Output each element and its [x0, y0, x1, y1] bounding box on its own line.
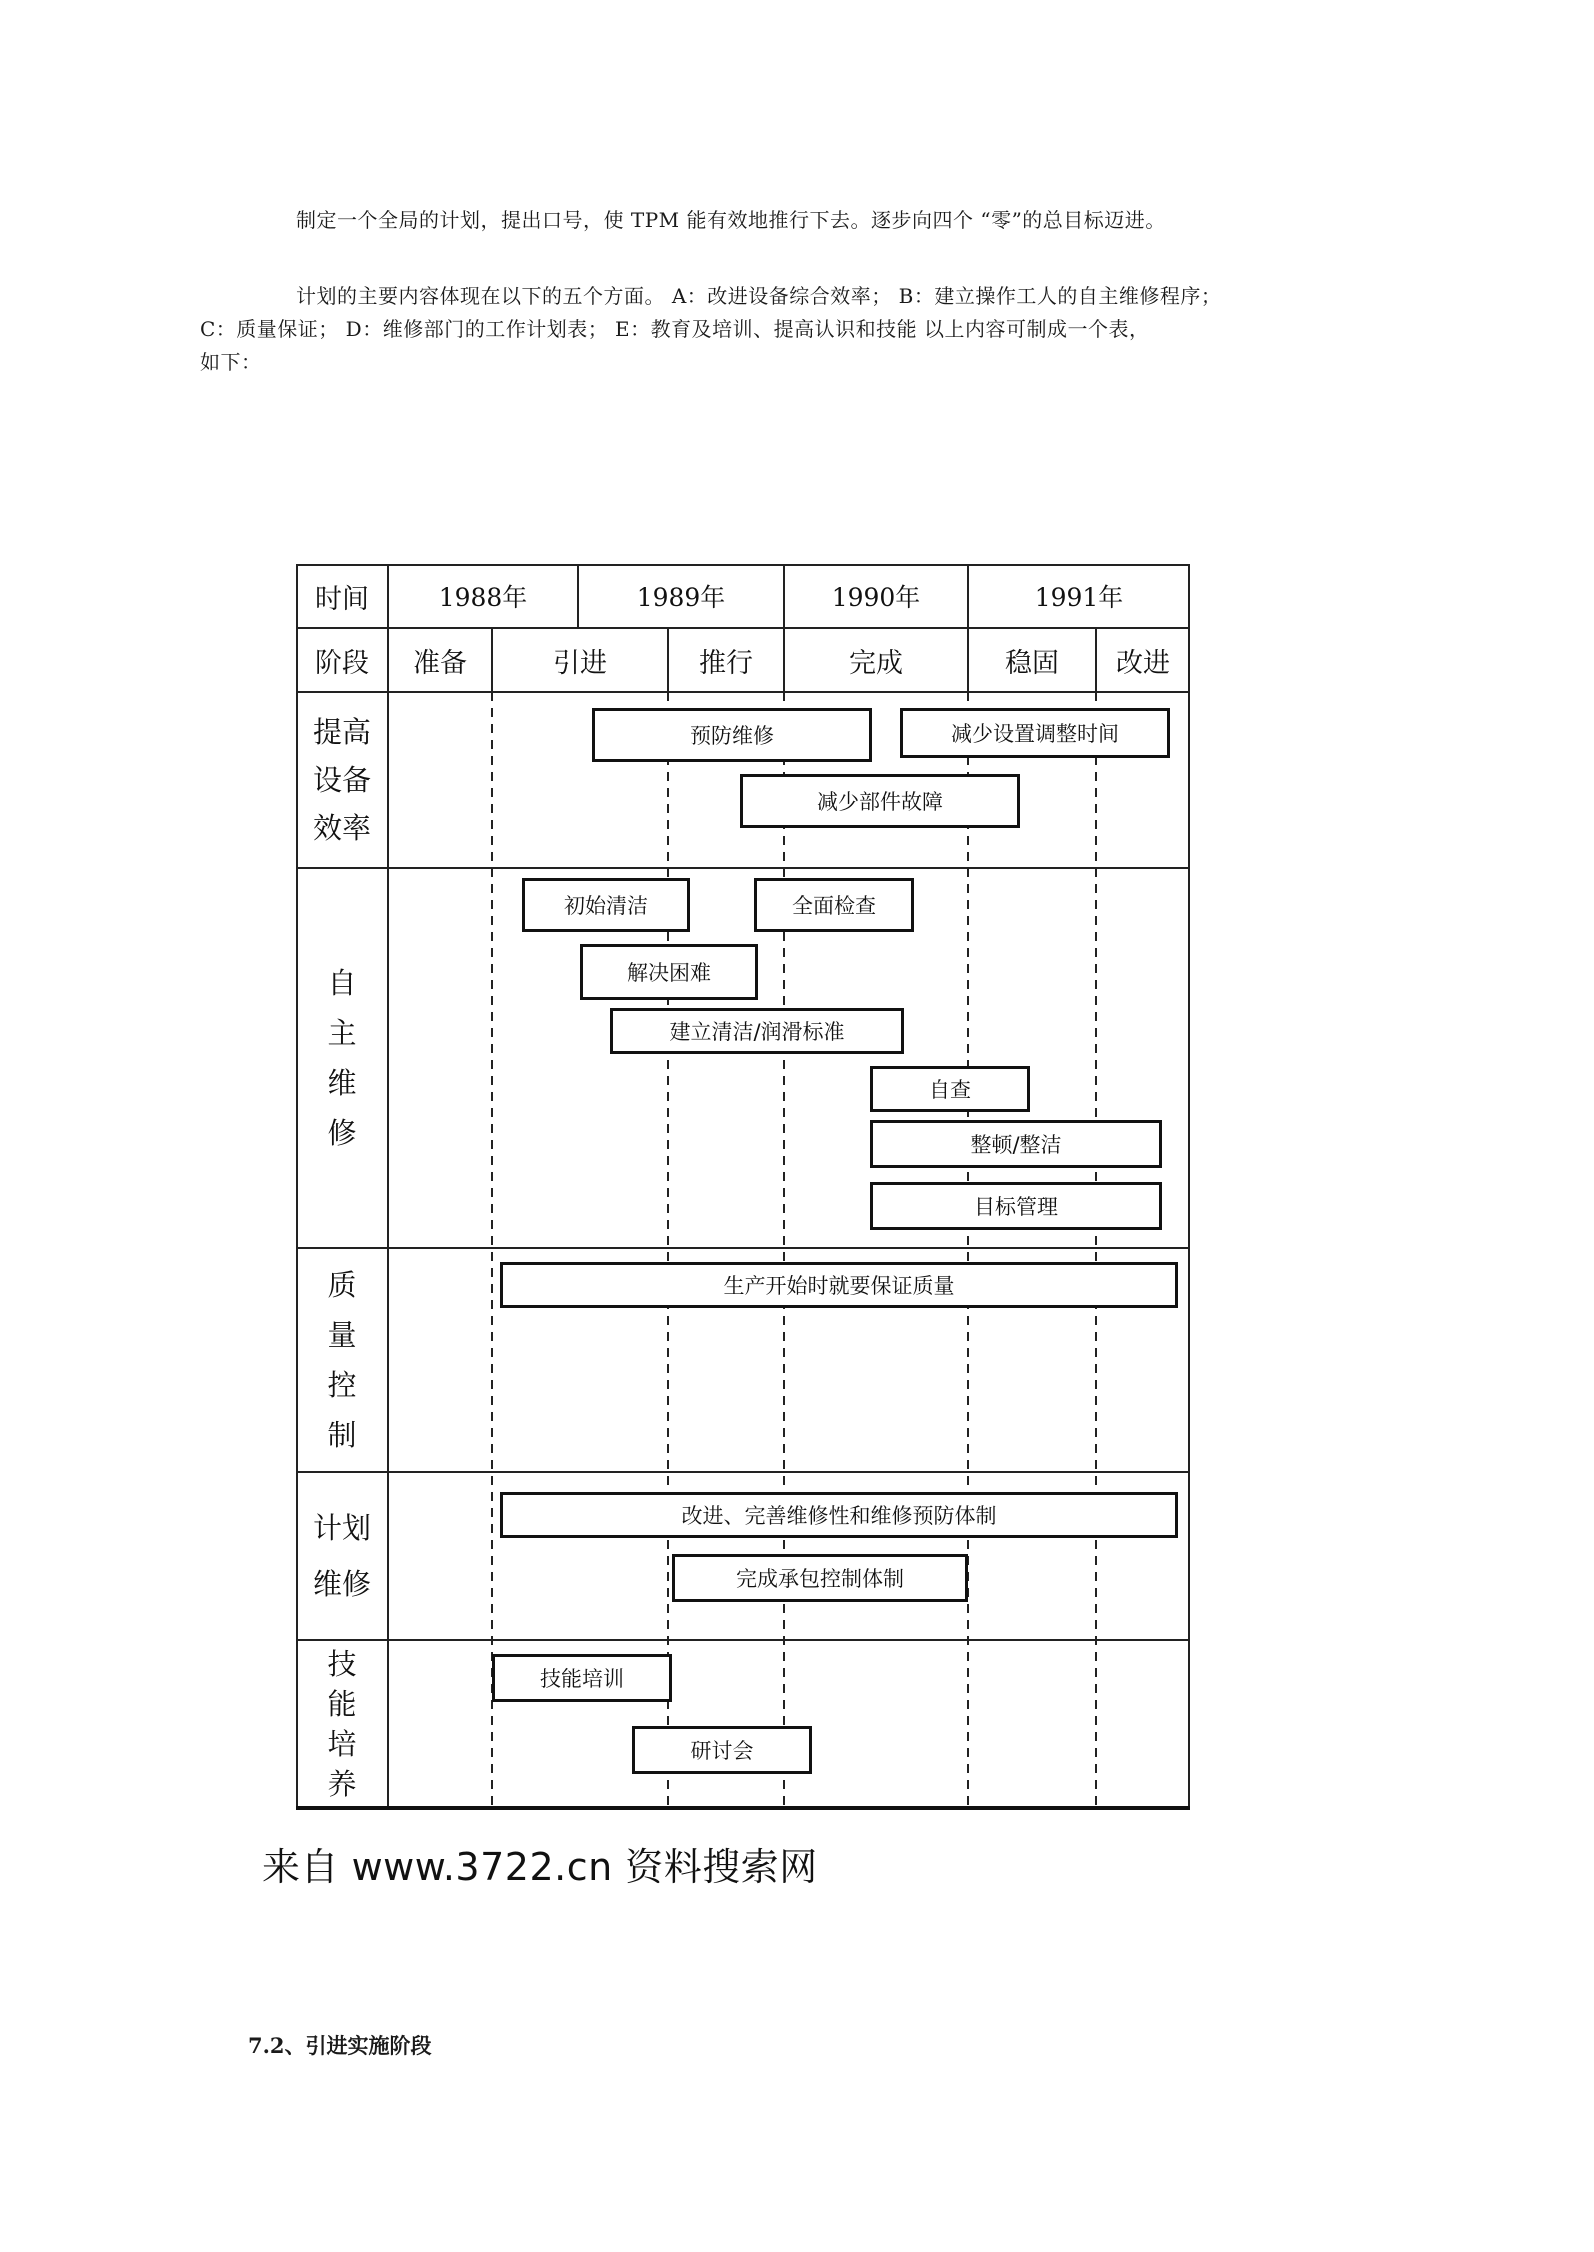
bar-seminar: 研讨会 [632, 1726, 812, 1774]
row-label-text: 自主维修 [327, 966, 357, 1150]
row-label-skill-development [296, 1640, 388, 1808]
bar-reduce-part-failure: 减少部件故障 [740, 774, 1020, 828]
intro-paragraph-1: 制定一个全局的计划，提出口号，使 TPM 能有效地推行下去。逐步向四个 “零”的总目标迈进。 [296, 208, 1166, 232]
tpm-plan-table [296, 564, 1190, 1812]
year-1991: 1991年 [1034, 583, 1124, 612]
year-1990: 1990年 [831, 583, 921, 612]
section-heading: 7.2、引进实施阶段 [248, 2033, 432, 2058]
stage-improve: 改进 [1116, 647, 1170, 679]
bar-rearrange-tidy: 整顿/整洁 [870, 1120, 1162, 1168]
stage-promote: 推行 [699, 647, 753, 679]
bar-self-check: 自查 [870, 1066, 1030, 1112]
bar-quality-from-start: 生产开始时就要保证质量 [500, 1262, 1178, 1308]
row-label-quality-control [296, 1248, 388, 1472]
row-label-text: 质量控制 [327, 1268, 357, 1452]
bar-skill-training: 技能培训 [492, 1654, 672, 1702]
intro-paragraph-2-line-1: 计划的主要内容体现在以下的五个方面。 A：改进设备综合效率； B：建立操作工人的自主维修程序； [296, 284, 1222, 308]
bar-reduce-setup-time: 减少设置调整时间 [900, 708, 1170, 758]
bar-solve-difficulties: 解决困难 [580, 944, 758, 1000]
bar-contract-control-system: 完成承包控制体制 [672, 1554, 968, 1602]
intro-paragraph-2 [200, 280, 1356, 379]
stage-introduce: 引进 [553, 647, 607, 679]
row-label-text: 技能培养 [327, 1647, 357, 1801]
intro-paragraph-2-line-3: 如下： [200, 350, 262, 374]
bar-objective-management: 目标管理 [870, 1182, 1162, 1230]
row-label-equipment-efficiency [296, 692, 388, 868]
row-label-autonomous-maintenance [296, 868, 388, 1248]
header-stage-label: 阶段 [315, 647, 369, 679]
bar-initial-cleaning: 初始清洁 [522, 878, 690, 932]
bar-preventive-maintenance: 预防维修 [592, 708, 872, 762]
year-1989: 1989年 [636, 583, 726, 612]
bar-maintainability-system: 改进、完善维修性和维修预防体制 [500, 1492, 1178, 1538]
row-label-text: 提高设备效率 [312, 715, 371, 845]
intro-paragraph-2-line-2: C：质量保证； D：维修部门的工作计划表； E：教育及培训、提高认识和技能 以上内容可制成一个表， [200, 317, 1150, 341]
row-label-text: 计划维修 [312, 1511, 371, 1601]
stage-complete: 完成 [849, 647, 903, 679]
year-1988: 1988年 [438, 583, 528, 612]
row-label-planned-maintenance [296, 1472, 388, 1640]
header-time-label: 时间 [315, 583, 369, 615]
bar-cleaning-lubrication-standards: 建立清洁/润滑标准 [610, 1008, 904, 1054]
stage-prepare: 准备 [413, 647, 467, 679]
source-watermark: 来自 www.3722.cn 资料搜索网 [262, 1845, 818, 1889]
stage-stabilize: 稳固 [1005, 647, 1059, 679]
bar-full-inspection: 全面检查 [754, 878, 914, 932]
